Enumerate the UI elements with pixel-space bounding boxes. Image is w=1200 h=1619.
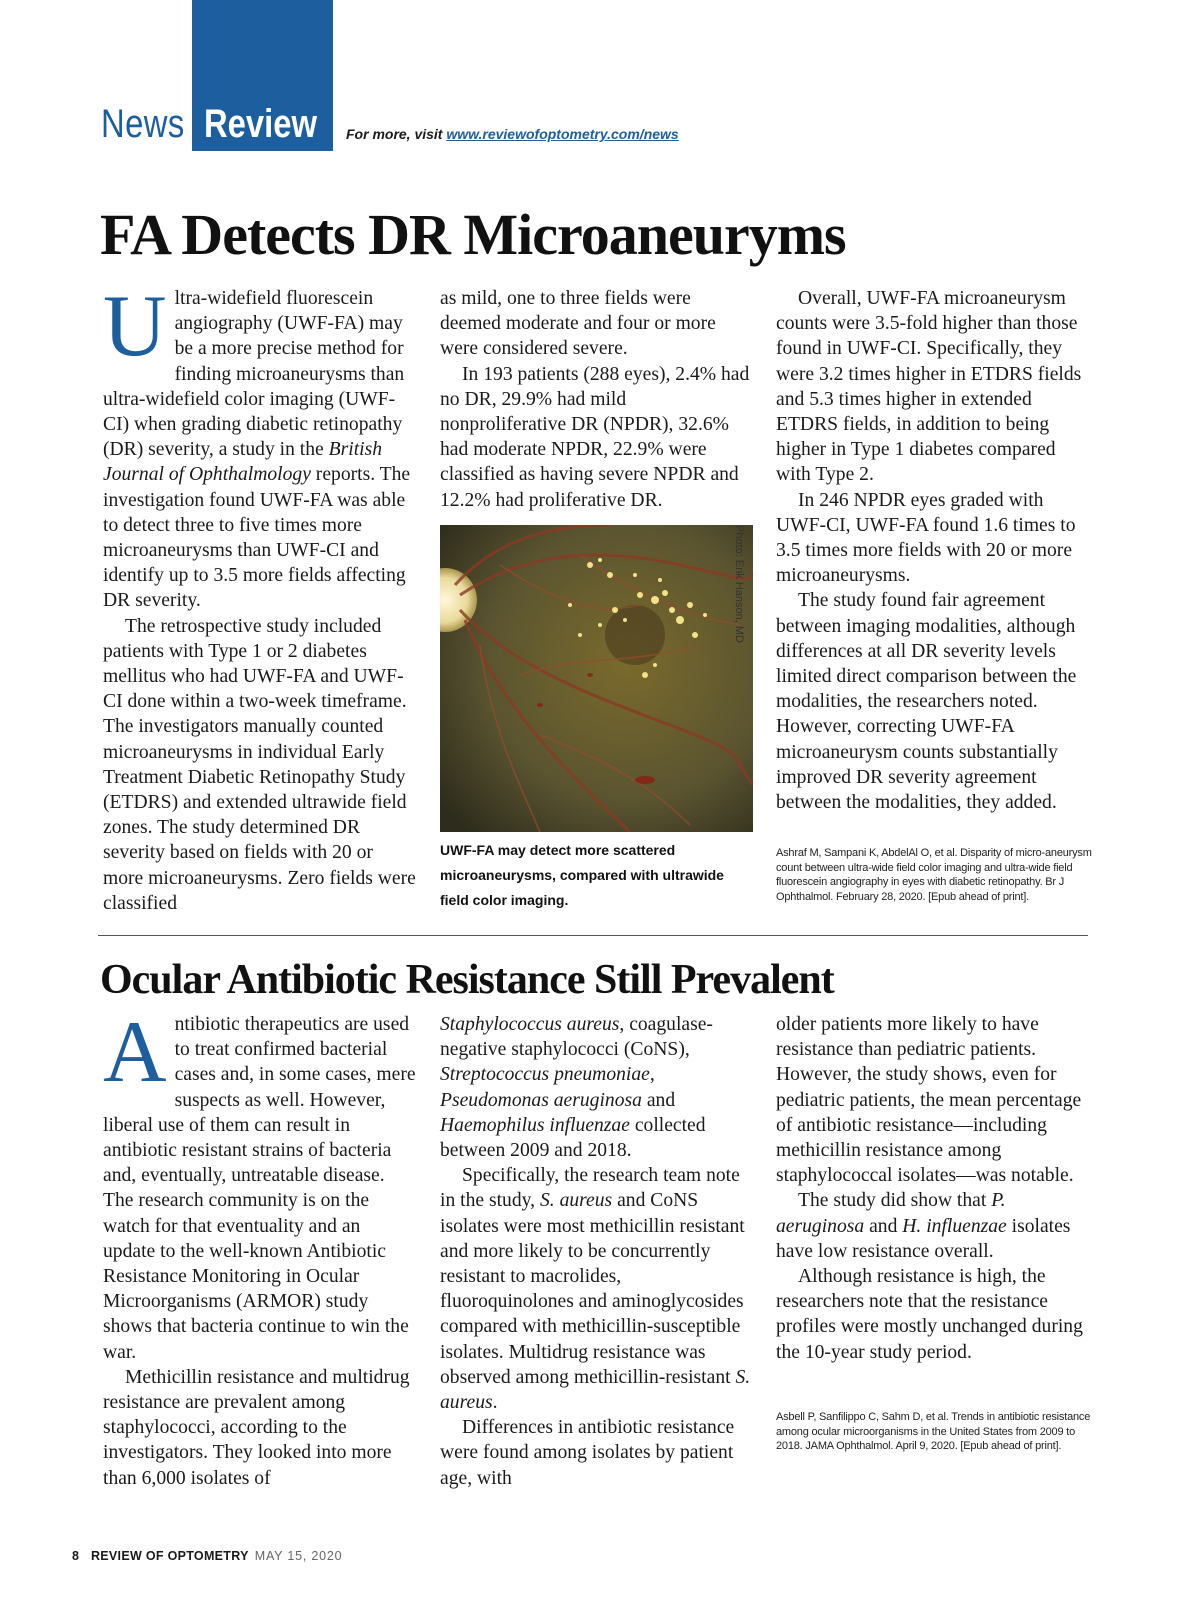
article2-column-2 [440,1012,753,1491]
article2-paragraph: Staphylococcus aureus, coagulase-negative staphylococci (CoNS), Streptococcus pneumoniae, Pseudomonas aeruginosa and Haemophilus influenzae collected between 2009 and 2018. [440,1014,713,1162]
photo-caption: UWF-FA may detect more scattered microaneurysms, compared with ultrawide field color imaging. [440,842,724,908]
article1-column-1 [103,278,416,916]
article2-reference: Asbell P, Sanfilippo C, Sahm D, et al. Trends in antibiotic resistance among ocular microorganisms in the United States from 2009 to 2018. JAMA Ophthalmol. April 9, 2020. [Epub ahead of print]. [776,1411,1091,1452]
article2-paragraph: Although resistance is high, the researchers note that the resistance profiles were mostly unchanged during the 10-year study period. [776,1266,1083,1363]
article2-paragraph: Specifically, the research team note in the study, S. aureus and CoNS isolates were most methicillin resistant and more likely to be concurrently resistant to macrolides, fluoroquinolones and aminoglycosides compared with methicillin-susceptible isolates. Multidrug resistance was observed among methicillin-resistant S. aureus. [440,1165,751,1414]
publication-name: REVIEW OF OPTOMETRY [90,1549,249,1563]
fundus-image [440,525,753,832]
article1-reference: Ashraf M, Sampani K, AbdelAl O, et al. Disparity of micro-aneurysm count between ultra-wide field color imaging and ultra-wide field fluorescein angiography in eyes with diabetic retinopathy. Br J Ophthalmol. February 28, 2020. [Epub ahead of print]. [776,847,1092,903]
visit-prefix: For more, visit [346,126,447,142]
section-label-news: News [101,102,185,146]
article1-paragraph: as mild, one to three fields were deemed moderate and four or more were considered severe. [440,288,716,360]
article1-paragraph: In 246 NPDR eyes graded with UWF-CI, UWF-FA found 1.6 times to 3.5 times more fields with 20 or more microaneurysms. [776,489,1076,587]
dropcap-u: U [103,278,167,375]
article2-paragraph: Differences in antibiotic resistance were found among isolates by patient age, with [440,1417,735,1489]
article1-paragraph: Ultra-widefield fluorescein angiography (UWF-FA) may be a more precise method for finding microaneurysms than ultra-widefield color imaging (UWF-CI) when grading diabetic retinopathy (DR) severity, a study in the British Journal of Ophthalmology reports. The investigation found UWF-FA was able to detect three to five times more microaneurysms than UWF-CI and identify up to 3.5 more fields affecting DR severity. [103,278,411,612]
article2-paragraph: Antibiotic therapeutics are used to treat confirmed bacterial cases and, in some cases, mere suspects as well. However, liberal use of them can result in antibiotic resistant strains of bacteria and, eventually, untreatable disease. The research community is on the watch for that eventuality and an update to the well-known Antibiotic Resistance Monitoring in Ocular Microorganisms (ARMOR) study shows that bacteria continue to win the war. [103,1004,416,1363]
article1-column-3 [776,286,1089,815]
article2-paragraph: Methicillin resistance and multidrug resistance are prevalent among staphylococci, according to the investigators. They looked into more than 6,000 isolates of [103,1366,410,1489]
fundus-photo [440,525,753,832]
article-divider [98,935,1088,936]
issue-date: MAY 15, 2020 [254,1549,343,1563]
news-link[interactable]: www.reviewofoptometry.com/news [446,126,679,142]
article2-column-3 [776,1012,1089,1365]
page-number: 8 [72,1549,79,1563]
article2-title: Ocular Antibiotic Resistance Still Prevalent [100,957,834,1003]
article1-paragraph: The study found fair agreement between imaging modalities, although differences at all DR severity levels limited direct comparison between the modalities, the researchers noted. However, correcting UWF-FA microaneurysm counts substantially improved DR severity agreement between the modalities, they added. [776,590,1077,814]
article1-paragraph: The retrospective study included patients with Type 1 or 2 diabetes mellitus who had UWF-FA and UWF-CI done within a two-week timeframe. The investigators manually counted microaneurysms in individual Early Treatment Diabetic Retinopathy Study (ETDRS) and extended ultrawide field zones. The study determined DR severity based on fields with 20 or more microaneurysms. Zero fields were classified [103,615,416,914]
dropcap-a: A [103,1004,167,1101]
article2-paragraph: The study did show that P. aeruginosa and H. influenzae isolates have low resistance overall. [776,1190,1071,1262]
article1-column-2 [440,286,753,513]
article2-paragraph: older patients more likely to have resistance than pediatric patients. However, the study shows, even for pediatric patients, the mean percentage of antibiotic resistance—including methicillin resistance among staphylococcal isolates—was notable. [776,1014,1082,1187]
photo-credit: Photo: Erik Hanson, MD [733,525,745,643]
visit-line [346,126,679,142]
section-label-review: Review [204,102,318,146]
article2-column-1 [103,1004,416,1491]
article1-paragraph: In 193 patients (288 eyes), 2.4% had no DR, 29.9% had mild nonproliferative DR (NPDR), 32.6% had moderate NPDR, 22.9% were classified as having severe NPDR and 12.2% had proliferative DR. [440,363,750,511]
page-footer [72,1549,342,1563]
article1-title: FA Detects DR Microaneuryms [100,202,846,267]
article1-paragraph: Overall, UWF-FA microaneurysm counts were 3.5-fold higher than those found in UWF-CI. Specifically, they were 3.2 times higher in ETDRS fields and 5.3 times higher in extended ETDRS fields, in addition to being higher in Type 1 diabetes compared with Type 2. [776,288,1082,486]
